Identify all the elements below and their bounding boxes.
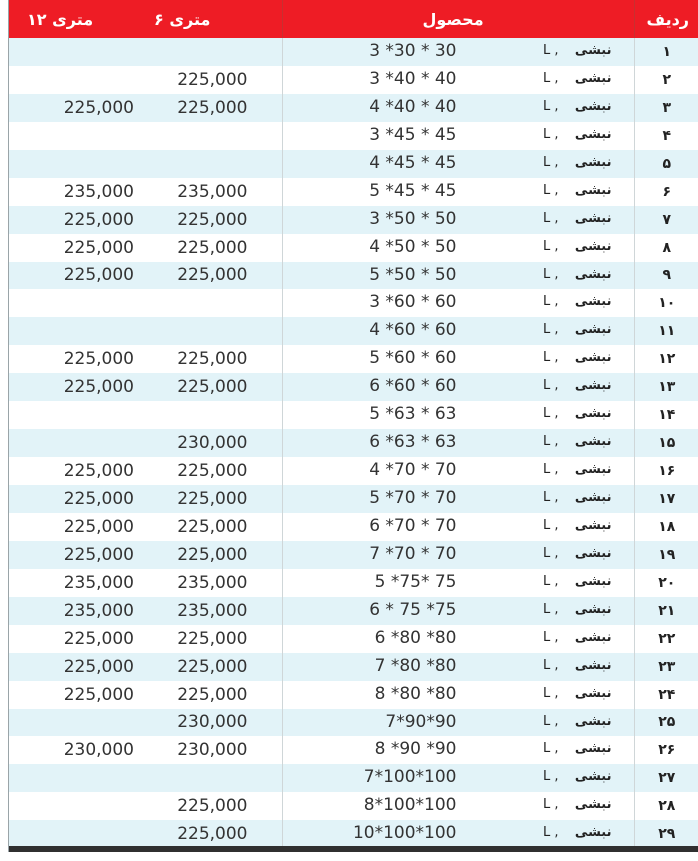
price-6-meter bbox=[144, 122, 282, 150]
product-name: نبشی bbox=[574, 490, 612, 505]
price-6-meter: 225,000 bbox=[177, 349, 248, 370]
product-dimensions: 5 *63 * 63 bbox=[369, 404, 457, 425]
product-cell bbox=[282, 569, 634, 597]
l-mark: L , bbox=[542, 182, 559, 198]
l-mark: L , bbox=[542, 406, 559, 422]
l-mark: L , bbox=[542, 601, 559, 617]
table-row bbox=[9, 401, 698, 429]
table-row bbox=[9, 569, 698, 597]
l-mark: L , bbox=[542, 517, 559, 533]
product-dimensions: 5 *60 * 60 bbox=[369, 348, 457, 369]
row-number: ۷ bbox=[634, 206, 698, 234]
table-row bbox=[9, 541, 698, 569]
product-dimensions: 3 *40 * 40 bbox=[369, 68, 457, 89]
product-dimensions: 5 *50 * 50 bbox=[369, 264, 457, 285]
product-cell bbox=[282, 653, 634, 681]
product-name: نبشی bbox=[574, 517, 612, 533]
product-dimensions: 4 *70 * 70 bbox=[369, 460, 457, 481]
product-dimensions: 6 * 75 *75 bbox=[369, 599, 457, 620]
price-12-meter bbox=[9, 429, 144, 457]
price-12-meter: 230,000 bbox=[63, 740, 134, 761]
row-number: ۴ bbox=[634, 122, 698, 150]
row-number: ۱۹ bbox=[634, 541, 698, 569]
product-name: نبشی bbox=[574, 713, 612, 729]
product-dimensions: 8*100*100 bbox=[363, 795, 457, 816]
product-dimensions: 6 *63 * 63 bbox=[369, 432, 457, 453]
row-number: ۲۵ bbox=[634, 709, 698, 737]
row-number: ۱۷ bbox=[634, 485, 698, 513]
product-dimensions: 3 *30 * 30 bbox=[369, 41, 457, 61]
l-mark: L , bbox=[542, 769, 559, 785]
l-mark: L , bbox=[542, 350, 559, 366]
price-6-meter: 225,000 bbox=[177, 684, 248, 705]
l-mark: L , bbox=[542, 657, 559, 673]
price-12-meter: 225,000 bbox=[63, 237, 134, 258]
row-number: ۱۴ bbox=[634, 401, 698, 429]
price-12-meter: 235,000 bbox=[63, 181, 134, 202]
price-12-meter: 225,000 bbox=[63, 544, 134, 565]
price-12-meter: 235,000 bbox=[63, 572, 134, 593]
row-number: ۲۸ bbox=[634, 792, 698, 820]
l-mark: L , bbox=[542, 266, 559, 282]
row-number: ۲۶ bbox=[634, 736, 698, 764]
price-12-meter bbox=[9, 66, 144, 94]
price-12-meter: 225,000 bbox=[63, 377, 134, 398]
product-cell bbox=[282, 597, 634, 625]
table-row bbox=[9, 457, 698, 485]
l-mark: L , bbox=[542, 98, 559, 114]
header-12-meter: ۱۲ متری bbox=[27, 9, 94, 29]
price-6-meter: 225,000 bbox=[177, 209, 248, 230]
table-row bbox=[9, 681, 698, 709]
table-row bbox=[9, 709, 698, 737]
price-12-meter bbox=[9, 289, 144, 317]
price-6-meter: 230,000 bbox=[177, 433, 248, 454]
table-row bbox=[9, 653, 698, 681]
price-12-meter bbox=[9, 38, 144, 66]
l-mark: L , bbox=[542, 685, 559, 701]
table-row bbox=[9, 178, 698, 206]
product-name: نبشی bbox=[574, 210, 612, 226]
table-row bbox=[9, 345, 698, 373]
table-row bbox=[9, 625, 698, 653]
row-number: ۹ bbox=[634, 262, 698, 290]
table-row bbox=[9, 485, 698, 513]
product-name: نبشی bbox=[574, 601, 612, 617]
product-cell bbox=[282, 122, 634, 150]
product-cell bbox=[282, 792, 634, 820]
product-cell bbox=[282, 429, 634, 457]
price-12-meter: 225,000 bbox=[63, 516, 134, 537]
l-mark: L , bbox=[542, 490, 559, 505]
price-table bbox=[9, 0, 698, 848]
header-product: محصول bbox=[282, 0, 634, 38]
product-cell bbox=[282, 38, 634, 66]
table-row bbox=[9, 234, 698, 262]
product-cell bbox=[282, 485, 634, 513]
price-6-meter bbox=[144, 764, 282, 792]
row-number: ۲۷ bbox=[634, 764, 698, 792]
product-name: نبشی bbox=[574, 238, 612, 254]
table-row bbox=[9, 792, 698, 820]
product-dimensions: 8 *90 *90 bbox=[374, 739, 457, 760]
product-dimensions: 7 *70 * 70 bbox=[369, 543, 457, 564]
price-6-meter: 225,000 bbox=[177, 377, 248, 398]
product-name: نبشی bbox=[574, 545, 612, 561]
product-dimensions: 6 *70 * 70 bbox=[369, 515, 457, 536]
product-cell bbox=[282, 736, 634, 764]
price-12-meter bbox=[9, 317, 144, 345]
product-cell bbox=[282, 541, 634, 569]
price-12-meter: 225,000 bbox=[63, 488, 134, 509]
product-cell bbox=[282, 457, 634, 485]
price-6-meter bbox=[144, 289, 282, 317]
product-cell bbox=[282, 764, 634, 792]
price-6-meter: 235,000 bbox=[177, 572, 248, 593]
table-row bbox=[9, 150, 698, 178]
product-name: نبشی bbox=[574, 322, 612, 338]
price-6-meter: 225,000 bbox=[177, 824, 248, 845]
table-row bbox=[9, 820, 698, 848]
row-number: ۸ bbox=[634, 234, 698, 262]
price-6-meter: 225,000 bbox=[177, 265, 248, 286]
row-number: ۵ bbox=[634, 150, 698, 178]
l-mark: L , bbox=[542, 462, 559, 478]
l-mark: L , bbox=[542, 378, 559, 394]
price-12-meter: 225,000 bbox=[63, 349, 134, 370]
product-name: نبشی bbox=[574, 378, 612, 394]
product-dimensions: 7*100*100 bbox=[363, 767, 457, 788]
row-number: ۲۴ bbox=[634, 681, 698, 709]
price-12-meter bbox=[9, 122, 144, 150]
row-number: ۶ bbox=[634, 178, 698, 206]
product-dimensions: 5 *70 * 70 bbox=[369, 488, 457, 508]
price-6-meter bbox=[144, 150, 282, 178]
price-12-meter: 225,000 bbox=[63, 265, 134, 286]
product-cell bbox=[282, 345, 634, 373]
product-name: نبشی bbox=[574, 70, 612, 86]
product-cell bbox=[282, 820, 634, 848]
product-name: نبشی bbox=[574, 43, 612, 58]
product-dimensions: 3 *45 * 45 bbox=[369, 124, 457, 145]
product-name: نبشی bbox=[574, 98, 612, 114]
l-mark: L , bbox=[542, 70, 559, 86]
row-number: ۲۳ bbox=[634, 653, 698, 681]
header-row-number: ردیف bbox=[646, 9, 689, 29]
row-number: ۱۲ bbox=[634, 345, 698, 373]
price-6-meter: 235,000 bbox=[177, 600, 248, 621]
row-number: ۱۶ bbox=[634, 457, 698, 485]
row-number: ۱۱ bbox=[634, 317, 698, 345]
row-number: ۱۸ bbox=[634, 513, 698, 541]
table-row bbox=[9, 597, 698, 625]
price-6-meter: 235,000 bbox=[177, 181, 248, 202]
row-number: ۲۹ bbox=[634, 820, 698, 848]
price-6-meter: 225,000 bbox=[177, 488, 248, 509]
product-name: نبشی bbox=[574, 797, 612, 813]
price-6-meter: 225,000 bbox=[177, 237, 248, 258]
price-table-sheet bbox=[8, 0, 698, 852]
table-row bbox=[9, 736, 698, 764]
row-number: ۱۵ bbox=[634, 429, 698, 457]
product-cell bbox=[282, 66, 634, 94]
product-cell bbox=[282, 513, 634, 541]
product-dimensions: 7*90*90 bbox=[385, 711, 457, 732]
product-name: نبشی bbox=[574, 825, 612, 841]
table-row bbox=[9, 513, 698, 541]
table-row bbox=[9, 122, 698, 150]
price-6-meter: 225,000 bbox=[177, 544, 248, 565]
product-cell bbox=[282, 317, 634, 345]
price-6-meter bbox=[144, 317, 282, 345]
table-row bbox=[9, 317, 698, 345]
price-6-meter: 230,000 bbox=[177, 712, 248, 733]
price-12-meter bbox=[9, 792, 144, 820]
product-name: نبشی bbox=[574, 462, 612, 478]
product-name: نبشی bbox=[574, 741, 612, 757]
price-12-meter bbox=[9, 401, 144, 429]
row-number: ۲۰ bbox=[634, 569, 698, 597]
table-header-row bbox=[9, 0, 698, 38]
price-12-meter: 225,000 bbox=[63, 97, 134, 118]
price-6-meter: 230,000 bbox=[177, 740, 248, 761]
row-number: ۲۲ bbox=[634, 625, 698, 653]
price-12-meter: 225,000 bbox=[63, 209, 134, 230]
price-12-meter: 225,000 bbox=[63, 628, 134, 649]
table-row bbox=[9, 94, 698, 122]
table-row bbox=[9, 429, 698, 457]
product-cell bbox=[282, 681, 634, 709]
product-name: نبشی bbox=[574, 266, 612, 282]
l-mark: L , bbox=[542, 629, 559, 645]
table-row bbox=[9, 206, 698, 234]
table-row bbox=[9, 373, 698, 401]
l-mark: L , bbox=[542, 294, 559, 310]
price-12-meter bbox=[9, 150, 144, 178]
product-dimensions: 6 *80 *80 bbox=[374, 627, 457, 648]
product-name: نبشی bbox=[574, 182, 612, 198]
product-cell bbox=[282, 262, 634, 290]
price-6-meter: 225,000 bbox=[177, 97, 248, 118]
product-dimensions: 3 *50 * 50 bbox=[369, 208, 457, 229]
price-6-meter: 225,000 bbox=[177, 656, 248, 677]
product-cell bbox=[282, 625, 634, 653]
product-dimensions: 5 *45 * 45 bbox=[369, 180, 457, 201]
table-row bbox=[9, 764, 698, 792]
row-number: ۱۳ bbox=[634, 373, 698, 401]
product-name: نبشی bbox=[574, 685, 612, 701]
l-mark: L , bbox=[542, 322, 559, 338]
table-row bbox=[9, 38, 698, 66]
l-mark: L , bbox=[542, 43, 559, 58]
product-dimensions: 4 *50 * 50 bbox=[369, 236, 457, 257]
product-name: نبشی bbox=[574, 406, 612, 422]
price-6-meter: 225,000 bbox=[177, 796, 248, 817]
product-dimensions: 3 *60 * 60 bbox=[369, 292, 457, 313]
product-name: نبشی bbox=[574, 629, 612, 645]
l-mark: L , bbox=[542, 741, 559, 757]
product-dimensions: 8 *80 *80 bbox=[374, 683, 457, 704]
product-cell bbox=[282, 150, 634, 178]
price-12-meter: 225,000 bbox=[63, 684, 134, 705]
product-dimensions: 4 *45 * 45 bbox=[369, 152, 457, 173]
product-dimensions: 4 *60 * 60 bbox=[369, 320, 457, 341]
product-name: نبشی bbox=[574, 434, 612, 450]
product-cell bbox=[282, 234, 634, 262]
product-cell bbox=[282, 401, 634, 429]
price-6-meter bbox=[144, 401, 282, 429]
product-dimensions: 10*100*100 bbox=[352, 823, 457, 844]
product-cell bbox=[282, 94, 634, 122]
product-name: نبشی bbox=[574, 573, 612, 589]
product-name: نبشی bbox=[574, 294, 612, 310]
row-number: ۱ bbox=[634, 38, 698, 66]
l-mark: L , bbox=[542, 210, 559, 226]
l-mark: L , bbox=[542, 797, 559, 813]
price-12-meter: 225,000 bbox=[63, 656, 134, 677]
price-12-meter bbox=[9, 709, 144, 737]
l-mark: L , bbox=[542, 825, 559, 841]
price-6-meter: 225,000 bbox=[177, 69, 248, 90]
product-dimensions: 6 *60 * 60 bbox=[369, 376, 457, 397]
product-name: نبشی bbox=[574, 350, 612, 366]
product-dimensions: 4 *40 * 40 bbox=[369, 96, 457, 117]
price-12-meter bbox=[9, 764, 144, 792]
l-mark: L , bbox=[542, 573, 559, 589]
l-mark: L , bbox=[542, 126, 559, 142]
product-cell bbox=[282, 178, 634, 206]
product-dimensions: 7 *80 *80 bbox=[374, 655, 457, 676]
price-6-meter: 225,000 bbox=[177, 461, 248, 482]
l-mark: L , bbox=[542, 238, 559, 254]
product-cell bbox=[282, 709, 634, 737]
price-12-meter bbox=[9, 820, 144, 848]
table-row bbox=[9, 66, 698, 94]
product-cell bbox=[282, 373, 634, 401]
row-number: ۳ bbox=[634, 94, 698, 122]
price-6-meter: 225,000 bbox=[177, 628, 248, 649]
price-6-meter bbox=[144, 38, 282, 66]
table-row bbox=[9, 262, 698, 290]
product-name: نبشی bbox=[574, 154, 612, 170]
price-12-meter: 235,000 bbox=[63, 600, 134, 621]
price-12-meter: 225,000 bbox=[63, 461, 134, 482]
product-cell bbox=[282, 289, 634, 317]
product-name: نبشی bbox=[574, 126, 612, 142]
l-mark: L , bbox=[542, 545, 559, 561]
product-name: نبشی bbox=[574, 657, 612, 673]
row-number: ۱۰ bbox=[634, 289, 698, 317]
l-mark: L , bbox=[542, 713, 559, 729]
l-mark: L , bbox=[542, 154, 559, 170]
row-number: ۲ bbox=[634, 66, 698, 94]
price-6-meter: 225,000 bbox=[177, 516, 248, 537]
product-dimensions: 5 *75* 75 bbox=[374, 571, 457, 592]
table-row bbox=[9, 289, 698, 317]
l-mark: L , bbox=[542, 434, 559, 450]
product-cell bbox=[282, 206, 634, 234]
row-number: ۲۱ bbox=[634, 597, 698, 625]
header-6-meter: ۶ متری bbox=[144, 0, 282, 38]
bottom-bar bbox=[9, 846, 698, 852]
product-name: نبشی bbox=[574, 769, 612, 785]
